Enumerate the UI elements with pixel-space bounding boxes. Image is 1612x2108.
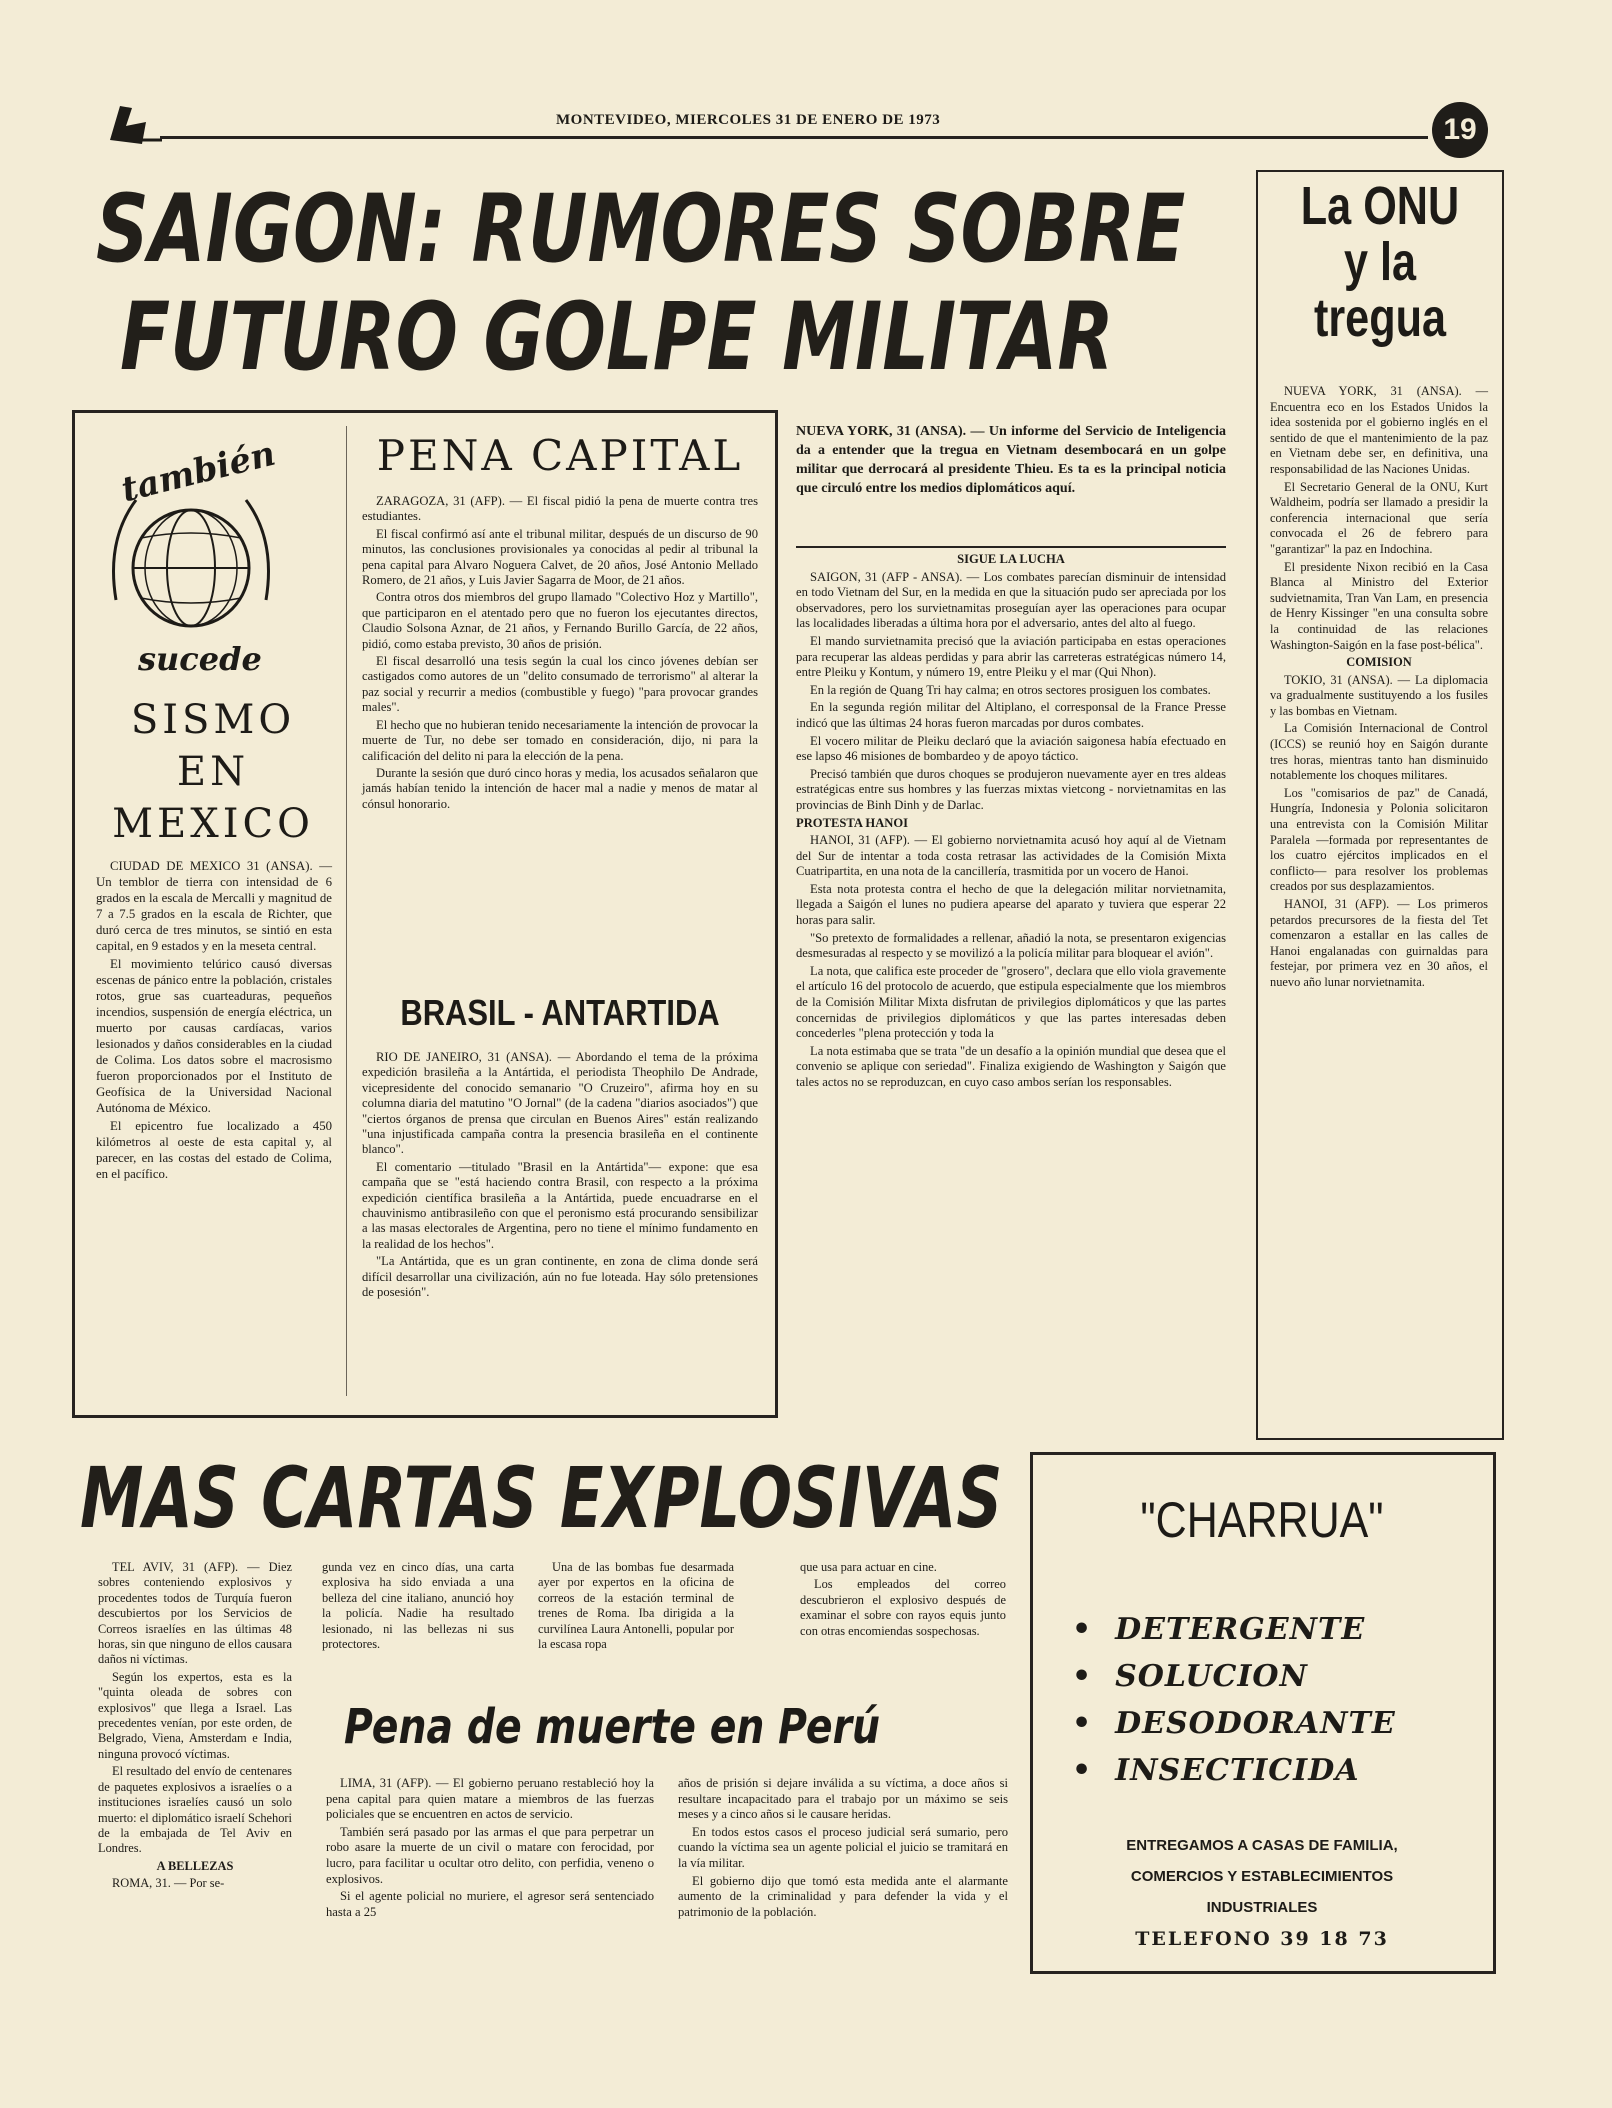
charrua-delivery: ENTREGAMOS A CASAS DE FAMILIA, COMERCIOS Y ESTABLECIMIENTOS INDUSTRIALES bbox=[1126, 1837, 1398, 1916]
corner-mark bbox=[106, 100, 166, 150]
sismo-article: CIUDAD DE MEXICO 31 (ANSA). — Un temblor de tierra con intensidad de 6 grados en la escala de Mercalli y magnitud de 7 a 7.5 grados en la escala de Richter, que duró cerca de tres minutos, se sintió en esta capital, en 9 estados y en la meseta central. El movimiento telúrico causó diversas escenas de pánico entre la población, cristales rotos, grue sas cuarteaduras, pequeños incendios, suspensión de energía eléctrica, un muerto por causas cardíacas, varios lesionados y daños considerables en la ciudad de Colima. Los datos sobre el macrosismo fueron proporcionados por el Instituto de Geofísica de la Universidad Nacional Autónoma de México. El epicentro fue localizado a 450 kilómetros al oeste de esta capital y, al parecer, en las costas del estado de Colima, en el pacífico. bbox=[96, 859, 332, 1181]
peru-col-2: años de prisión si dejare inválida a su víctima, a doce años si resultare incapacitado para el trabajo por un máximo se seis meses y a cinco años si le causare heridas. En todos estos casos el proceso judicial será sumario, pero cuando la víctima sea un agente policial el juicio se tramitará en la vía militar. El gobierno dijo que tomó esta medida ante el alarmante aumento de la criminalidad y para defender la vida y el patrimonio de la población. bbox=[678, 1776, 1008, 1919]
left-box-divider bbox=[346, 426, 347, 1396]
cartas-col-2: gunda vez en cinco días, una carta explosiva ha sido enviada a una belleza del cine italiano, anunció hoy la policía. Nadie ha resultado lesionado, ni las bellezas ni sus protectores. bbox=[322, 1560, 514, 1652]
peru-headline: Pena de muerte en Perú bbox=[344, 1699, 881, 1755]
bullet-icon: • bbox=[1072, 1659, 1116, 1694]
product-insecticida: • INSECTICIDA bbox=[1072, 1753, 1360, 1788]
saigon-lead: NUEVA YORK, 31 (ANSA). — Un informe del Servicio de Inteligencia da a entender que la tregua en Vietnam desembocará en un golpe militar que derrocará al presidente Thieu. Es ta es la principal noticia que circuló entre los medios diplomáticos aquí. bbox=[796, 424, 1226, 496]
onu-article: NUEVA YORK, 31 (ANSA). — Encuentra eco en los Estados Unidos la idea sostenida por el gobierno inglés en el sentido de que el mantenimiento de la paz en Vietnam debe ser, en definitiva, una responsabilidad de las Naciones Unidas. El Secretario General de la ONU, Kurt Waldheim, podría ser llamado a presidir la conferencia internacional que sería convocada el 26 de febrero para "garantizar" la paz en Indochina. El presidente Nixon recibió en la Casa Blanca al Ministro del Exterior sudvietnamita, Tran Van Lam, en presencia de Henry Kissinger "en una consulta sobre la continuidad de las relaciones Washington-Saigón en la fase post-bélica". COMISION TOKIO, 31 (ANSA). — La diplomacia va gradualmente sustituyendo a los fusiles y las bombas en Vietnam. La Comisión Internacional de Control (ICCS) se reunió hoy en Saigón durante tres horas, mientras tanto han disminuido notablemente los choques militares. Los "comisarios de paz" de Canadá, Hungría, Indonesia y Polonia solicitaron una entrevista con la Comisión Militar Paralela —formada por representantes de los cuatro ejércitos implicados en el conflicto— para resolver los problemas creados por sus desplazamientos. HANOI, 31 (AFP). — Los primeros petardos precursores de la fiesta del Tet comenzaron a estallar en las calles de Hanoi engalanadas con guirnaldas para festejar, por primera vez en 30 años, el nuevo año lunar norvietnamita. bbox=[1270, 384, 1488, 989]
bullet-icon: • bbox=[1072, 1753, 1116, 1788]
charrua-brand: "CHARRUA" bbox=[1140, 1492, 1384, 1548]
pena-capital-headline: PENA CAPITAL bbox=[376, 431, 744, 480]
charrua-products bbox=[1072, 1606, 1472, 1794]
bullet-icon: • bbox=[1072, 1706, 1116, 1741]
saigon-headline-1: SAIGON: RUMORES SOBRE bbox=[96, 175, 1186, 284]
brasil-article: RIO DE JANEIRO, 31 (ANSA). — Abordando el tema de la próxima expedición brasileña a la Antártida, el periodista Theophilo De Andrade, vicepresidente del conocido semanario "O Cruzeiro", afirma hoy en su columna diaria del matutino "O Jornal" (de la cadena "diarios asociados") que "ciertos órganos de prensa que circulan en Buenos Aires" están realizando "una injustificada campaña contra la presencia brasileña en el continente blanco". El comentario —titulado "Brasil en la Antártida"— expone: que esa campaña que se "está haciendo contra Brasil, con respecto a la próxima expedición científica brasileña a la Antártida, puede encuadrarse en el chauvinismo antibrasileño con que el peronismo está procurando sensibilizar a las masas electorales de Argentina, pero no tiene el mínimo fundamento en la realidad de los hechos". "La Antártida, que es un gran continente, en zona de clima donde será difícil desarrollar una civilización, aún no fue loteada. Hay sólo pretensiones de posesión". bbox=[362, 1050, 758, 1300]
product-solucion: • SOLUCION bbox=[1072, 1659, 1308, 1694]
page-number: 19 bbox=[1432, 102, 1488, 158]
onu-headline: La ONU y la tregua bbox=[1300, 176, 1460, 348]
cartas-col-4: que usa para actuar en cine. Los empleados del correo descubrieron el explosivo después de examinar el sobre con rayos equis junto con otras encomiendas sospechosas. bbox=[800, 1560, 1006, 1638]
peru-col-1: LIMA, 31 (AFP). — El gobierno peruano restableció hoy la pena capital para quien matare a miembros de las fuerzas policiales que se encuentren en actos de servicio. También será pasado por las armas el que para perpetrar un robo asare la muerte de un civil o matare con ferocidad, por lucro, para facilitar u ocultar otro delito, con perfidia, veneno o explosivos. Si el agente policial no muriere, el agresor será sentenciado hasta a 25 bbox=[326, 1776, 654, 1919]
pena-capital-article: ZARAGOZA, 31 (AFP). — El fiscal pidió la pena de muerte contra tres estudiantes. El fiscal confirmó así ante el tribunal militar, después de un discurso de 90 minutos, las conclusiones provisionales ya conocidas al pedir al tribunal la pena capital para Alvaro Noguera Calvet, de 20 años, José Antonio Mellado Romero, de 21 años, y Luis Javier Sagarra de Moor, de 21 años. Contra otros dos miembros del grupo llamado "Colectivo Hoz y Martillo", que participaron en el atentado pero que no fueron los ejecutantes directos, Claudio Solsona Aznar, de 21 años, y Fernando Burillo García, de 22 años, pidió, como estaba previsto, 30 años de prisión. El fiscal desarrolló una tesis según la cual los cinco jóvenes debían ser castigados como autores de un "delito consumado de terrorismo" al alterar la paz social y recurrir a medios (combustible y fuego) "para provocar grandes males". El hecho que no hubieran tenido necesariamente la intención de provocar la muerte de Tur, no debe ser tomado en consideración, dijo, ni para la calificación del delito ni para la elección de la pena. Durante la sesión que duró cinco horas y media, los acusados señalaron que jamás habían tenido la intención de hacer mal a nadie y menos de matar al cónsul honorario. bbox=[362, 494, 758, 811]
charrua-phone: TELEFONO 39 18 73 bbox=[1135, 1928, 1389, 1950]
saigon-article: SIGUE LA LUCHA SAIGON, 31 (AFP - ANSA). — Los combates parecían disminuir de intensidad en todo Vietnam del Sur, en la medida en que la situación pudo ser apreciada por los observadores, pero los survietnamitas proseguían ayer las operaciones para ocupar las localidades liberadas a última hora por el adversario, antes del alto al fuego. El mando survietnamita precisó que la aviación participaba en estas operaciones para recuperar las aldeas perdidas y para abrir las carreteras estratégicas número 14, entre Pleiku y Kontum, y número 19, entre Pleiku y el mar (Qui Nhon). En la región de Quang Tri hay calma; en otros sectores prosiguen los combates. En la segunda región militar del Altiplano, el corresponsal de la France Presse indicó que las últimas 24 horas fueron marcadas por duros combates. El vocero militar de Pleiku declaró que la aviación saigonesa había efectuado en ese lapso 46 misiones de bombardeo y de apoyo táctico. Precisó también que duros choques se produjeron nuevamente ayer en tres aldeas estratégicas entre sus hombres y las fuerzas mixtas vietcong - norvietnamitas en las provincias de Binh Dinh y de Darlac. PROTESTA HANOI HANOI, 31 (AFP). — El gobierno norvietnamita acusó hoy aquí al de Vietnam del Sur de intentar a toda costa retrasar las actividades de la Comisión Mixta Cuatripartita, en una nota de la cancillería, trasmitida por un vocero de Hanoi. Esta nota protesta contra el hecho de que la delegación militar norvietnamita, llegada a Saigón el lunes no pudiera apearse del aparato y tuviera que esperar 22 horas para salir. "So pretexto de formalidades a rellenar, añadió la nota, se presentaron exigencias desmesuradas al respecto y se movilizó a la policía militar para bloquear el avión". La nota, que califica este proceder de "grosero", declara que ello viola gravemente el artículo 16 del protocolo de acuerdo, que estipula especialmente que los miembros de la Comisión Militar Mixta disfrutan de privilegios diplomáticos y que las partes concernidas de privilegios diplomáticos y que las partes interesadas deben concederles "plena protección y toda la La nota estimaba que se trata "de un desafío a la opinión mundial que desea que el convenio se aplique con seriedad". Finaliza exigiendo de Washington y Saigón que tales actos no se reproduzcan, en cuyo caso ambos serían los responsables. bbox=[796, 552, 1226, 1089]
saigon-lead-rule bbox=[796, 546, 1226, 548]
cartas-col-1: TEL AVIV, 31 (AFP). — Diez sobres conteniendo explosivos y procedentes todos de Turquía fueron descubiertos por los Servicios de Correos israelíes en las últimas 48 horas, sin que ninguno de ellos causara daños ni víctimas. Según los expertos, esta es la "quinta oleada de sobres con explosivos" que llega a Israel. Las precedentes venían, por este orden, de Belgrado, Viena, Amsterdam e India, ninguna provocó víctimas. El resultado del envío de centenares de paquetes explosivos a israelíes o a instituciones israelíes causó un solo muerto: el diplomático israelí Schehori de la embajada de Tel Aviv en Londres. A BELLEZAS ROMA, 31. — Por se- bbox=[98, 1560, 292, 1891]
product-desodorante: • DESODORANTE bbox=[1072, 1706, 1396, 1741]
bullet-icon: • bbox=[1072, 1612, 1116, 1647]
brasil-headline: BRASIL - ANTARTIDA bbox=[400, 992, 720, 1033]
cartas-col-3: Una de las bombas fue desarmada ayer por expertos en la oficina de correos de la estación terminal de trenes de Roma. Iba dirigida a la curvilínea Laura Antonelli, popular por la escasa ropa bbox=[538, 1560, 734, 1652]
dateline: MONTEVIDEO, MIERCOLES 31 DE ENERO DE 1973 bbox=[556, 112, 941, 128]
product-detergente: • DETERGENTE bbox=[1072, 1612, 1366, 1647]
tambien-label: también bbox=[117, 433, 280, 511]
saigon-headline-2: FUTURO GOLPE MILITAR bbox=[120, 283, 1114, 392]
sismo-headline: SISMO EN MEXICO bbox=[112, 697, 314, 847]
sucede-label: sucede bbox=[138, 640, 262, 678]
header-rule bbox=[160, 136, 1428, 139]
cartas-headline: MAS CARTAS EXPLOSIVAS bbox=[80, 1449, 1003, 1547]
